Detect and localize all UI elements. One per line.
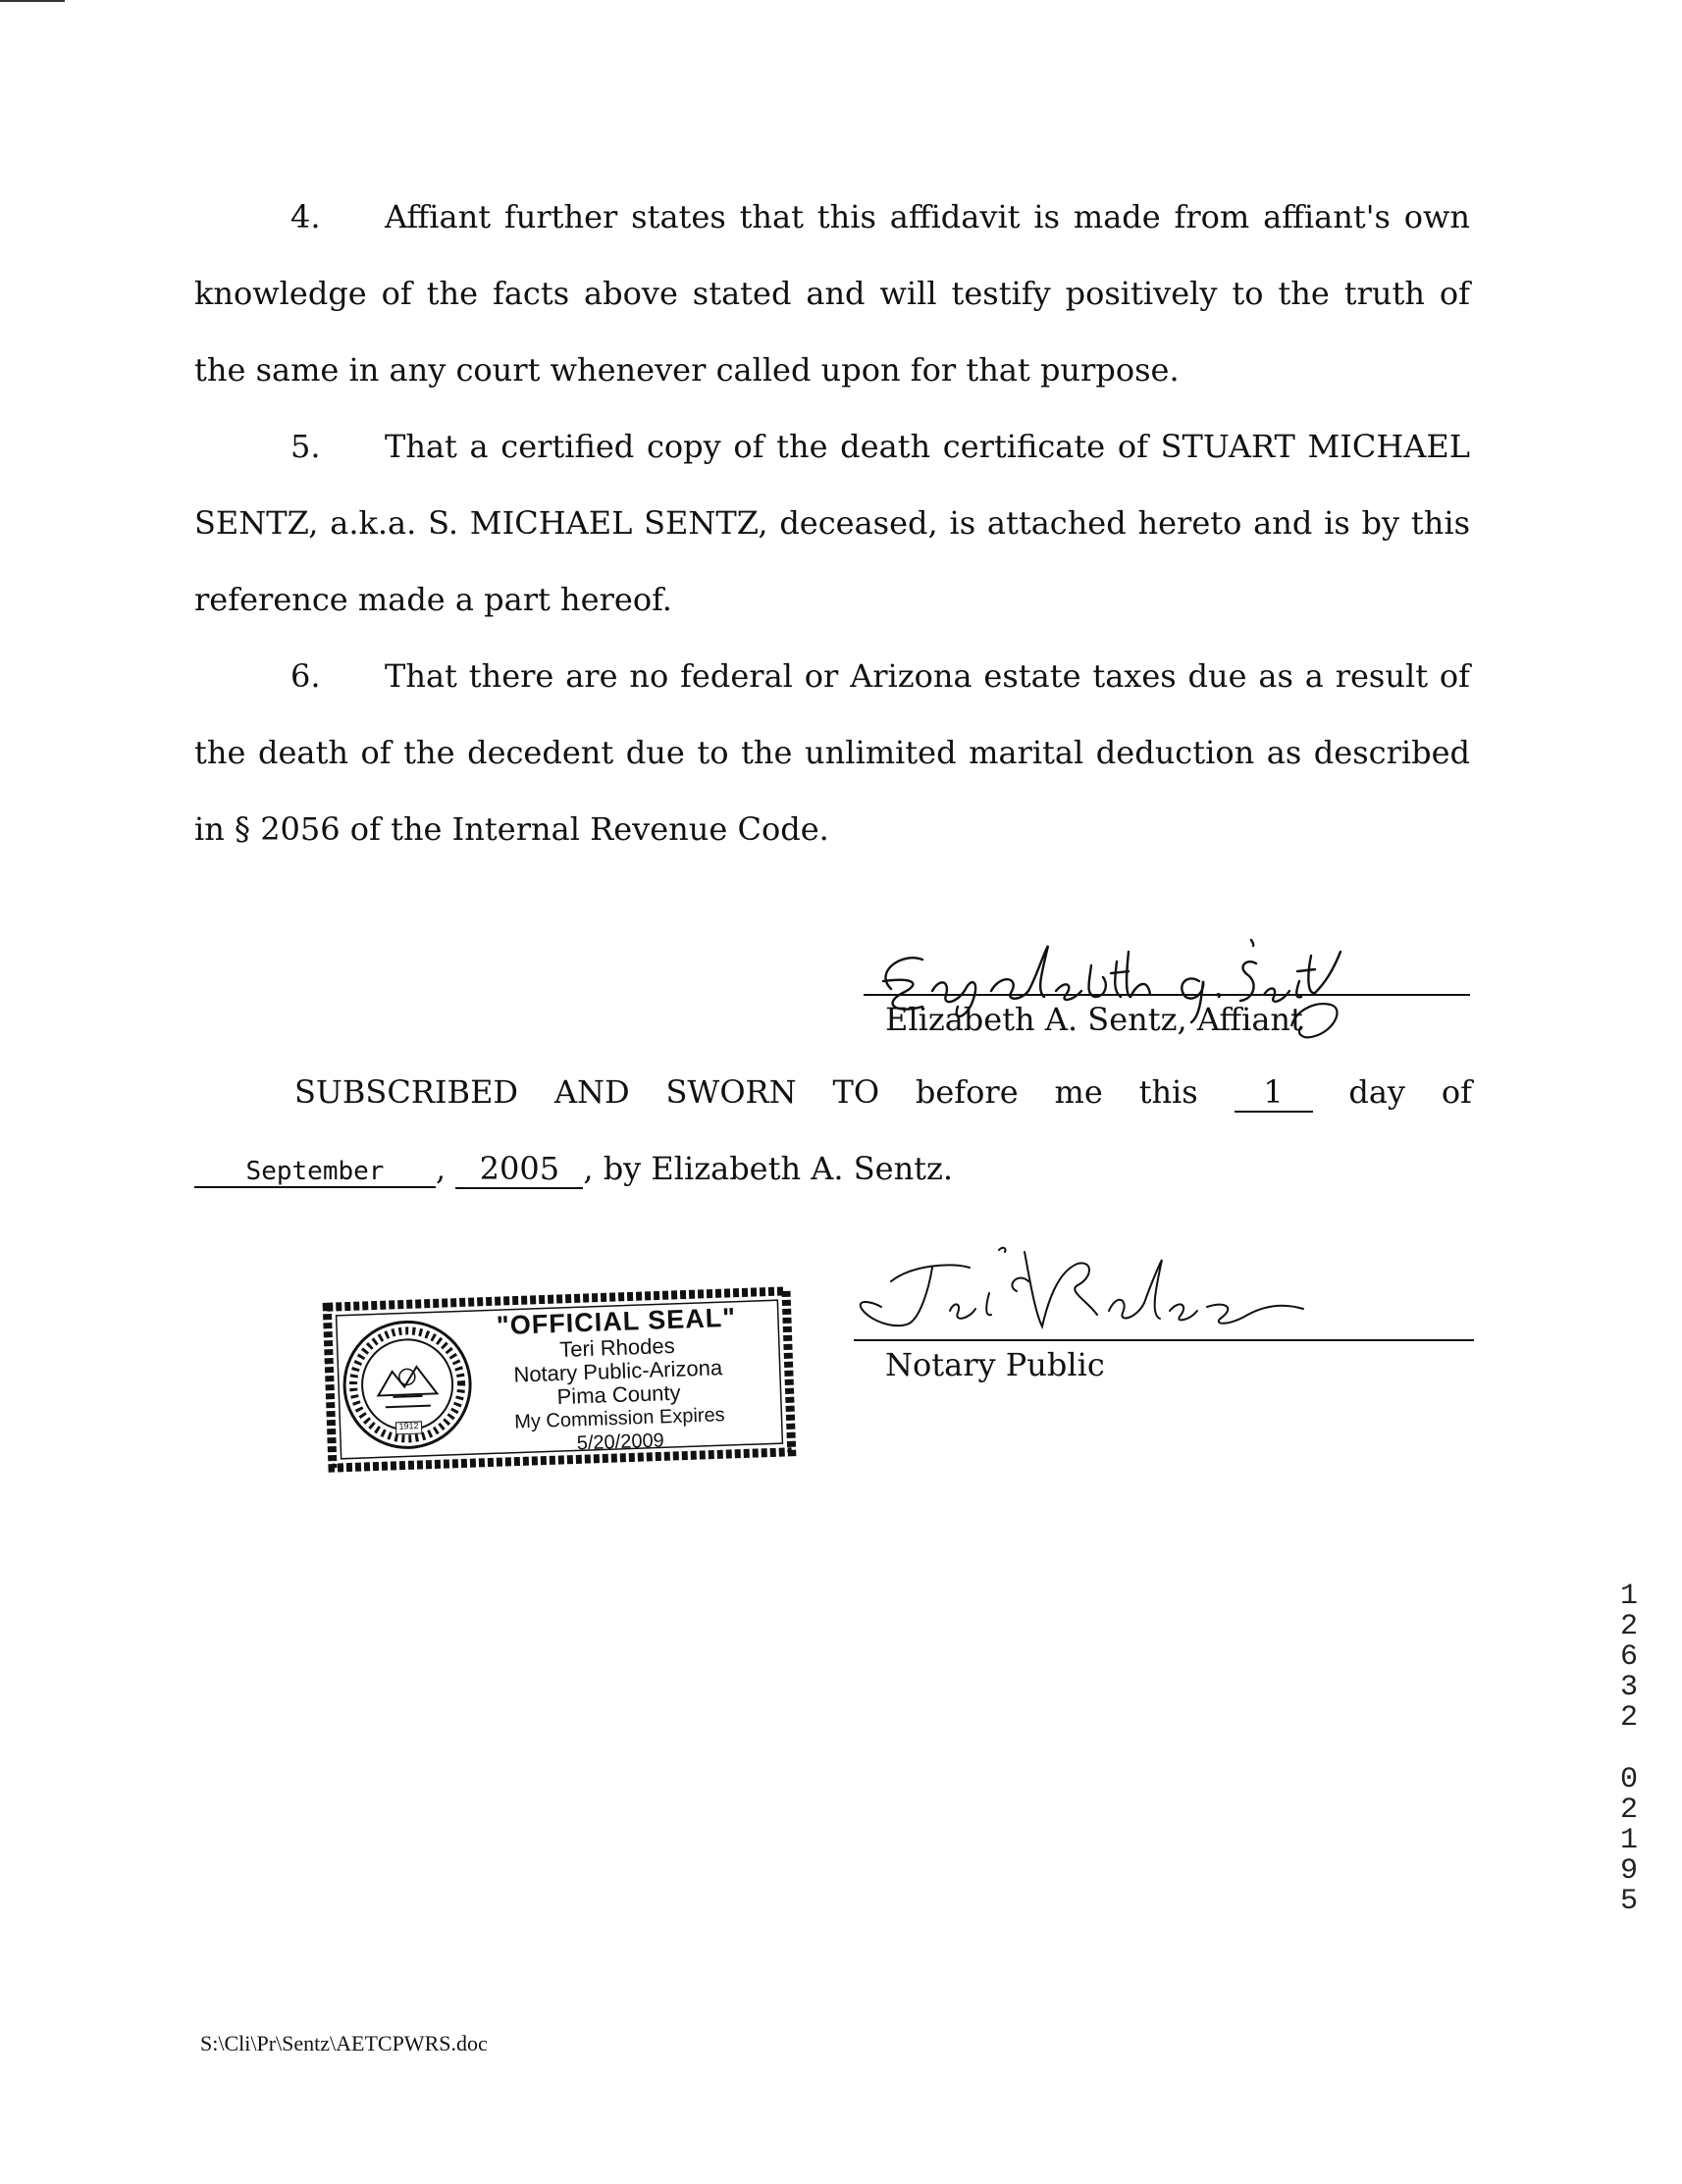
sworn-statement-line (294, 1073, 1472, 1113)
year-field: 2005 (455, 1150, 583, 1189)
sworn-word: TO (832, 1073, 880, 1111)
paragraph-5 (194, 408, 1470, 638)
affiant-signature-line (864, 994, 1470, 996)
comma: , (436, 1150, 456, 1187)
signature-flourish (1286, 991, 1354, 1044)
sworn-word: SWORN (665, 1073, 797, 1111)
seal-title: "OFFICIAL SEAL" (496, 1302, 737, 1341)
bates-digit: 9 (1619, 1854, 1638, 1888)
of-label: of (1441, 1073, 1472, 1111)
bates-digit: 5 (1619, 1885, 1638, 1918)
seal-emblem-year: 1912 (398, 1421, 419, 1431)
notary-label: Notary Public (885, 1346, 1105, 1383)
bates-digit: 0 (1619, 1763, 1638, 1796)
bates-digit: 6 (1619, 1640, 1638, 1674)
seal-expiration: My Commission Expires 5/20/2009 (513, 1404, 725, 1455)
paragraph-number: 5. (290, 428, 321, 465)
bates-digit: 2 (1619, 1701, 1638, 1735)
bates-number (1609, 1582, 1649, 1917)
official-seal-stamp (321, 1285, 798, 1475)
day-label: day (1348, 1073, 1405, 1111)
notary-signature (852, 1232, 1323, 1340)
sworn-word: SUBSCRIBED (294, 1073, 519, 1111)
seal-text-block (469, 1302, 768, 1459)
bates-digit: 2 (1619, 1794, 1638, 1827)
seal-county: Pima County (556, 1379, 681, 1410)
paragraph-text: Affiant further states that this affidavit is made from affiant's own knowledge of the facts above stated and will testify positively to the truth of the same in any court whenever called upon for that purpose. (194, 198, 1470, 389)
sworn-word: AND (553, 1073, 630, 1111)
by-text: , by Elizabeth A. Sentz. (583, 1150, 954, 1187)
sworn-word: before (915, 1073, 1019, 1111)
bates-digit: 2 (1619, 1610, 1638, 1643)
notary-signature-line (854, 1339, 1474, 1341)
footer-file-path: S:\Cli\Pr\Sentz\AETCPWRS.doc (200, 2031, 488, 2055)
paragraph-6 (194, 638, 1470, 867)
month-field: September (194, 1157, 436, 1188)
seal-notary-role: Notary Public-Arizona (512, 1355, 723, 1387)
paragraph-text: That there are no federal or Arizona estate taxes due as a result of the death of the decedent due to the unlimited marital deduction as described in § 2056 of the Internal Revenue Code. (194, 657, 1470, 848)
seal-notary-name: Teri Rhodes (558, 1332, 675, 1362)
bates-digit: 1 (1619, 1824, 1638, 1857)
day-field: 1 (1235, 1073, 1313, 1113)
affiant-name: Elizabeth A. Sentz, Affiant (885, 1001, 1303, 1038)
paragraph-4 (194, 179, 1470, 408)
paragraph-number: 4. (290, 198, 321, 235)
sworn-date-line (194, 1150, 953, 1189)
bates-digit: 1 (1619, 1580, 1638, 1613)
scan-edge-mark (0, 0, 65, 2)
sworn-word: this (1138, 1073, 1198, 1111)
paragraph-text: That a certified copy of the death certificate of STUART MICHAEL SENTZ, a.k.a. S. MICHAEL SENTZ, deceased, is attached hereto and is by this reference made a part hereof. (194, 428, 1470, 618)
bates-digit: 3 (1619, 1671, 1638, 1704)
paragraph-number: 6. (290, 657, 321, 695)
sworn-word: me (1054, 1073, 1103, 1111)
